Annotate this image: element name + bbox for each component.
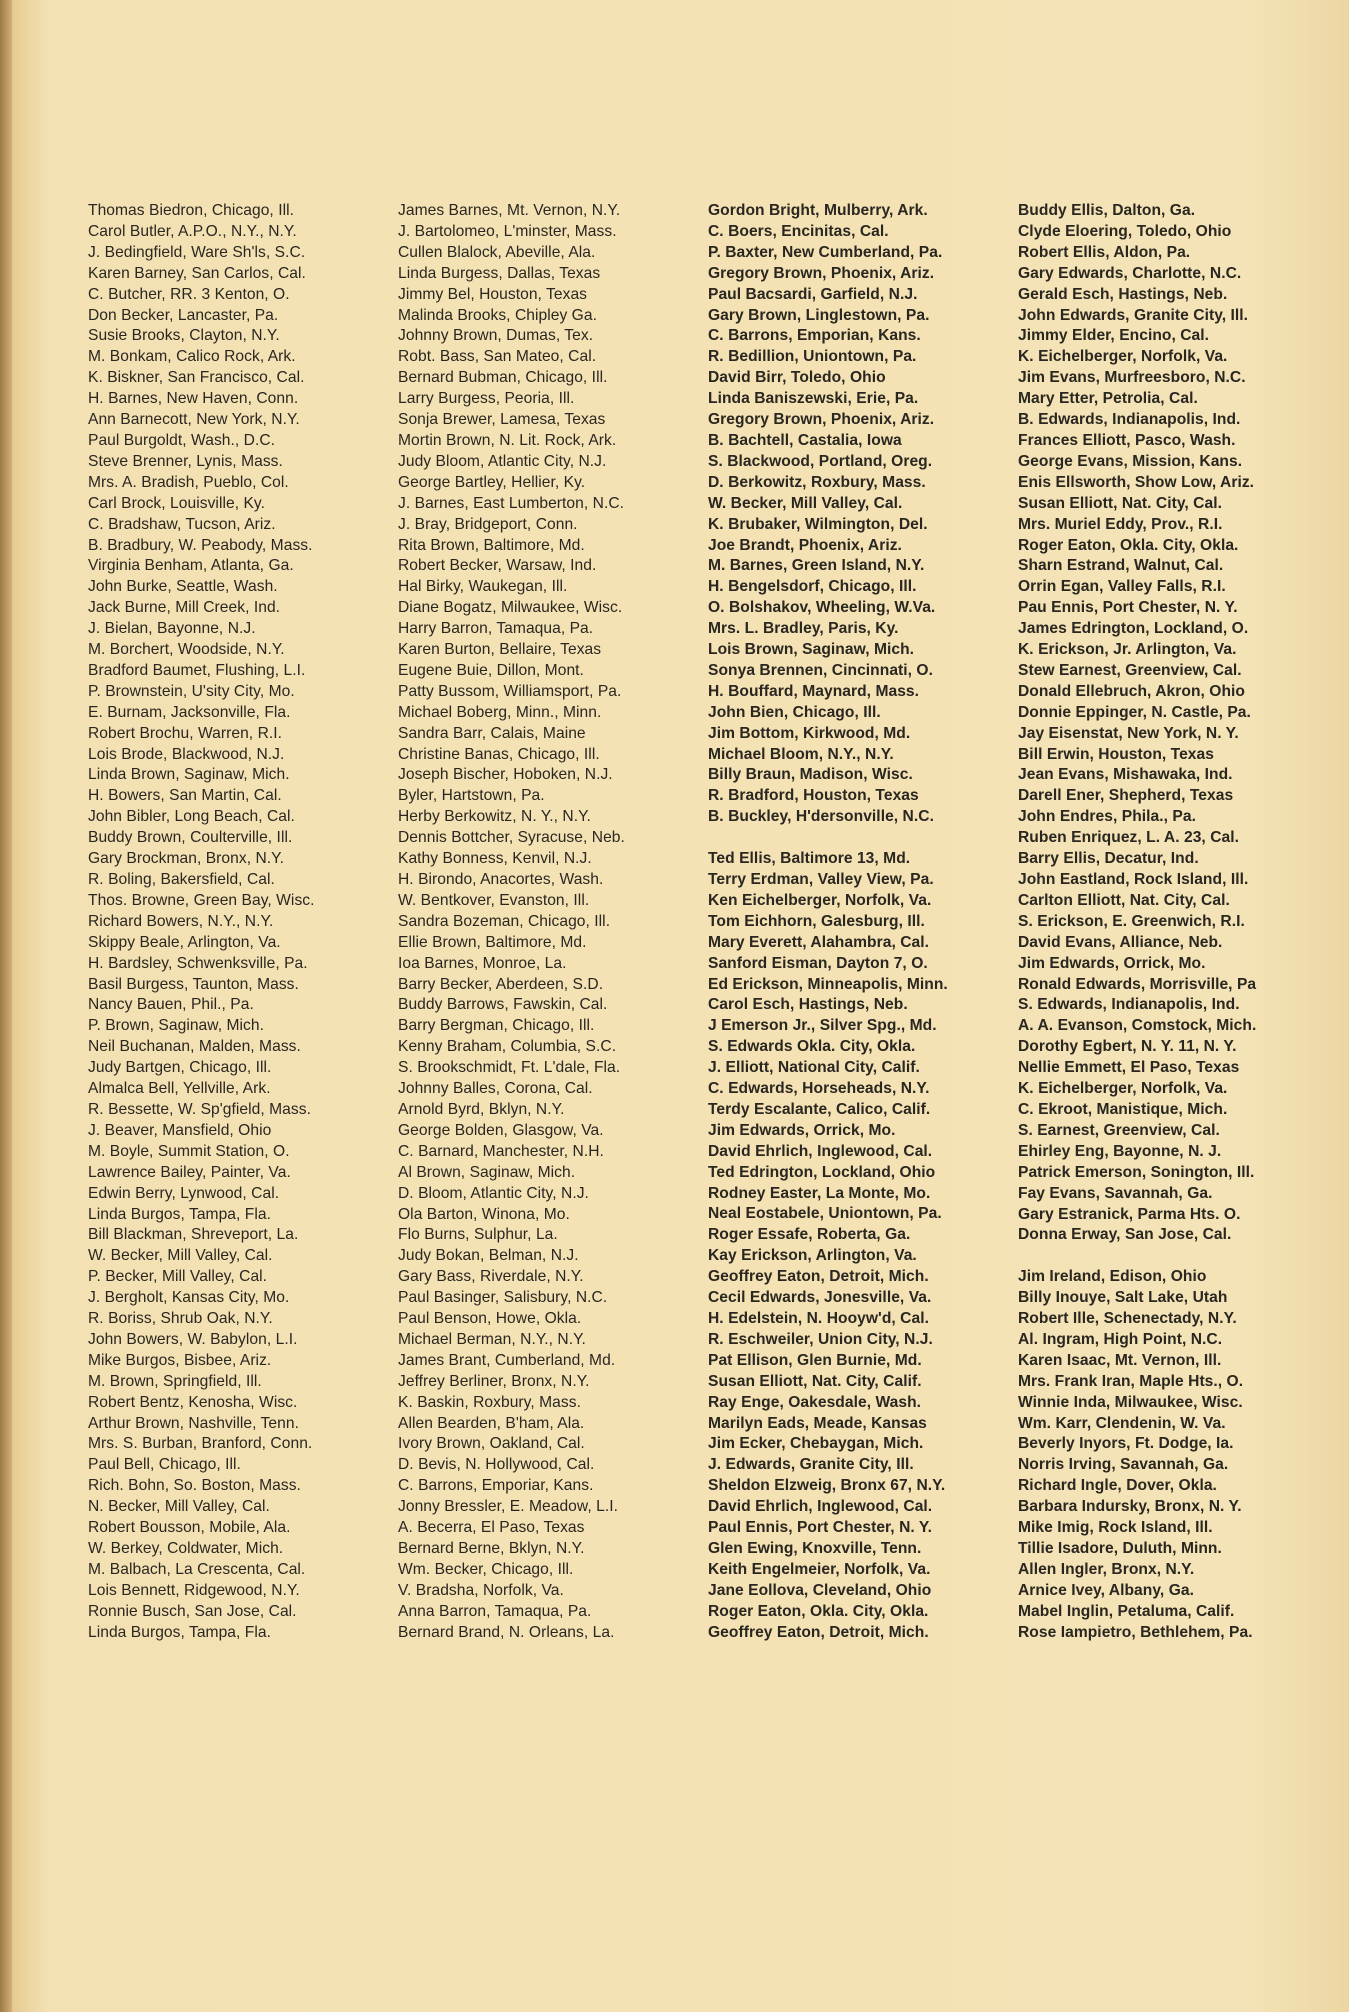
list-item: S. Blackwood, Portland, Oreg. <box>708 452 933 470</box>
list-item: Johnny Balles, Corona, Cal. <box>398 1080 593 1098</box>
list-item: George Bolden, Glasgow, Va. <box>398 1121 604 1139</box>
list-item: Winnie Inda, Milwaukee, Wisc. <box>1018 1393 1243 1411</box>
list-item: Mrs. Muriel Eddy, Prov., R.I. <box>1018 515 1223 533</box>
list-item: Buddy Barrows, Fawskin, Cal. <box>398 996 608 1014</box>
list-item: Linda Baniszewski, Erie, Pa. <box>708 390 919 408</box>
list-item: Robert Bentz, Kenosha, Wisc. <box>88 1393 298 1411</box>
list-item: Michael Bloom, N.Y., N.Y. <box>708 745 894 763</box>
list-item: Bernard Berne, Bklyn, N.Y. <box>398 1540 585 1557</box>
list-item: V. Bradsha, Norfolk, Va. <box>398 1581 564 1599</box>
list-item: Ann Barnecott, New York, N.Y. <box>88 411 300 429</box>
list-item: Rose Iampietro, Bethlehem, Pa. <box>1018 1623 1253 1641</box>
list-item: Jim Bottom, Kirkwood, Md. <box>708 724 911 742</box>
list-item: O. Bolshakov, Wheeling, W.Va. <box>708 599 936 617</box>
list-item: Sharn Estrand, Walnut, Cal. <box>1018 557 1224 575</box>
list-item: C. Barnard, Manchester, N.H. <box>398 1142 604 1160</box>
list-item: Malinda Brooks, Chipley Ga. <box>398 306 597 324</box>
list-item: Thomas Biedron, Chicago, Ill. <box>88 202 294 219</box>
list-item: Roger Eaton, Okla. City, Okla. <box>1018 536 1239 554</box>
list-item: Carl Brock, Louisville, Ky. <box>88 494 265 512</box>
list-item: Christine Banas, Chicago, Ill. <box>398 745 600 763</box>
list-item: Keith Engelmeier, Norfolk, Va. <box>708 1560 931 1578</box>
list-item: Barry Bergman, Chicago, Ill. <box>398 1017 595 1035</box>
list-item: Al. Ingram, High Point, N.C. <box>1018 1330 1223 1348</box>
list-item: Ivory Brown, Oakland, Cal. <box>398 1435 585 1453</box>
column-1 <box>88 201 388 1644</box>
list-item: Paul Bell, Chicago, Ill. <box>88 1456 241 1474</box>
list-item: Diane Bogatz, Milwaukee, Wisc. <box>398 599 623 617</box>
list-item: Gregory Brown, Phoenix, Ariz. <box>708 264 935 282</box>
list-item: Judy Bloom, Atlantic City, N.J. <box>398 452 607 470</box>
binding-edge <box>0 0 12 2012</box>
list-item: James Brant, Cumberland, Md. <box>398 1351 616 1369</box>
list-item: H. Bengelsdorf, Chicago, Ill. <box>708 578 917 596</box>
list-item: Wm. Karr, Clendenin, W. Va. <box>1018 1414 1226 1432</box>
list-item: Jack Burne, Mill Creek, Ind. <box>88 599 281 617</box>
list-item: J. Bergholt, Kansas City, Mo. <box>88 1289 290 1307</box>
list-item: Paul Basinger, Salisbury, N.C. <box>398 1289 608 1307</box>
list-item: K. Baskin, Roxbury, Mass. <box>398 1393 581 1411</box>
list-item: Jonny Bressler, E. Meadow, L.I. <box>398 1498 618 1516</box>
list-item: Mrs. Frank Iran, Maple Hts., O. <box>1018 1372 1244 1390</box>
list-item: Robert Becker, Warsaw, Ind. <box>398 557 597 575</box>
list-item: Hal Birky, Waukegan, Ill. <box>398 578 568 596</box>
list-item: Paul Benson, Howe, Okla. <box>398 1310 582 1328</box>
list-item: R. Bessette, W. Sp'gfield, Mass. <box>88 1100 311 1118</box>
list-item: B. Buckley, H'dersonville, N.C. <box>708 808 934 826</box>
list-item: Bernard Bubman, Chicago, Ill. <box>398 369 608 387</box>
list-item: K. Brubaker, Wilmington, Del. <box>708 515 928 533</box>
list-item: J. Barnes, East Lumberton, N.C. <box>398 494 625 512</box>
list-item: K. Eichelberger, Norfolk, Va. <box>1018 1080 1228 1098</box>
list-item: Gary Brown, Linglestown, Pa. <box>708 306 930 324</box>
list-item: George Evans, Mission, Kans. <box>1018 452 1243 470</box>
list-item: Donald Ellebruch, Akron, Ohio <box>1018 682 1245 700</box>
list-item: Sonya Brennen, Cincinnati, O. <box>708 661 933 679</box>
list-item: Sheldon Elzweig, Bronx 67, N.Y. <box>708 1477 946 1495</box>
list-item: Richard Bowers, N.Y., N.Y. <box>88 912 274 930</box>
list-item: M. Brown, Springfield, Ill. <box>88 1372 262 1390</box>
list-item: Wm. Becker, Chicago, Ill. <box>398 1560 574 1578</box>
list-item: Linda Burgos, Tampa, Fla. <box>88 1623 271 1641</box>
list-item: B. Edwards, Indianapolis, Ind. <box>1018 411 1241 429</box>
list-item: Mike Burgos, Bisbee, Ariz. <box>88 1351 272 1369</box>
list-item: Stew Earnest, Greenview, Cal. <box>1018 661 1242 679</box>
list-item: Harry Barron, Tamaqua, Pa. <box>398 620 594 638</box>
list-item: Kathy Bonness, Kenvil, N.J. <box>398 850 592 868</box>
list-item: Billy Inouye, Salt Lake, Utah <box>1018 1289 1228 1307</box>
list-item: John Bowers, W. Babylon, L.I. <box>88 1330 298 1348</box>
list-item: M. Balbach, La Crescenta, Cal. <box>88 1560 306 1578</box>
list-item: John Eastland, Rock Island, Ill. <box>1018 871 1249 888</box>
list-item: Richard Ingle, Dover, Okla. <box>1018 1477 1217 1495</box>
list-item: Carol Butler, A.P.O., N.Y., N.Y. <box>88 222 297 240</box>
list-item: Linda Burgos, Tampa, Fla. <box>88 1205 271 1223</box>
list-item: Judy Bokan, Belman, N.J. <box>398 1247 579 1265</box>
list-item: Geoffrey Eaton, Detroit, Mich. <box>708 1623 929 1641</box>
list-item: Geoffrey Eaton, Detroit, Mich. <box>708 1268 929 1286</box>
list-item: Cecil Edwards, Jonesville, Va. <box>708 1289 932 1307</box>
list-item: John Bibler, Long Beach, Cal. <box>88 808 295 826</box>
list-item: H. Bardsley, Schwenksville, Pa. <box>88 954 308 972</box>
list-item: Buddy Ellis, Dalton, Ga. <box>1018 202 1196 219</box>
list-item: Rich. Bohn, So. Boston, Mass. <box>88 1477 301 1495</box>
list-item: Jim Edwards, Orrick, Mo. <box>1018 954 1206 972</box>
list-item: Bernard Brand, N. Orleans, La. <box>398 1623 615 1641</box>
list-item: Frances Elliott, Pasco, Wash. <box>1018 431 1236 449</box>
list-item: D. Bloom, Atlantic City, N.J. <box>398 1184 589 1202</box>
list-item: Nancy Bauen, Phil., Pa. <box>88 996 254 1014</box>
list-item: Ehirley Eng, Bayonne, N. J. <box>1018 1142 1222 1160</box>
list-item: David Evans, Alliance, Neb. <box>1018 933 1223 951</box>
list-item: Michael Boberg, Minn., Minn. <box>398 703 602 721</box>
list-item: C. Edwards, Horseheads, N.Y. <box>708 1080 930 1098</box>
list-item: Mrs. S. Burban, Branford, Conn. <box>88 1435 313 1453</box>
list-item: Sonja Brewer, Lamesa, Texas <box>398 411 606 429</box>
list-item: R. Bedillion, Uniontown, Pa. <box>708 348 917 366</box>
list-item: Robert Ellis, Aldon, Pa. <box>1018 243 1191 261</box>
list-item: Byler, Hartstown, Pa. <box>398 787 545 805</box>
list-item: B. Bradbury, W. Peabody, Mass. <box>88 536 313 554</box>
list-item: M. Boyle, Summit Station, O. <box>88 1142 290 1160</box>
name-list-columns <box>88 201 1318 1644</box>
list-item: C. Bradshaw, Tucson, Ariz. <box>88 515 276 533</box>
list-item: Michael Berman, N.Y., N.Y. <box>398 1330 586 1348</box>
list-item: Virginia Benham, Atlanta, Ga. <box>88 557 294 575</box>
list-item: Ruben Enriquez, L. A. 23, Cal. <box>1018 829 1239 847</box>
list-item: Gregory Brown, Phoenix, Ariz. <box>708 411 935 429</box>
list-item: J. Bedingfield, Ware Sh'ls, S.C. <box>88 243 306 261</box>
list-item: J. Beaver, Mansfield, Ohio <box>88 1121 272 1139</box>
list-item: Allen Bearden, B'ham, Ala. <box>398 1414 585 1432</box>
list-item: Robert Brochu, Warren, R.I. <box>88 724 283 742</box>
list-item: J Emerson Jr., Silver Spg., Md. <box>708 1017 937 1035</box>
list-item: Gary Edwards, Charlotte, N.C. <box>1018 264 1242 282</box>
list-item: D. Bevis, N. Hollywood, Cal. <box>398 1456 595 1474</box>
list-item: M. Bonkam, Calico Rock, Ark. <box>88 348 296 366</box>
list-item: Allen Ingler, Bronx, N.Y. <box>1018 1560 1195 1578</box>
list-item: J. Elliott, National City, Calif. <box>708 1059 920 1077</box>
list-item: Ronnie Busch, San Jose, Cal. <box>88 1602 297 1620</box>
list-item: Ray Enge, Oakesdale, Wash. <box>708 1393 922 1411</box>
list-item: Kenny Braham, Columbia, S.C. <box>398 1038 617 1056</box>
list-item: K. Biskner, San Francisco, Cal. <box>88 369 305 387</box>
list-item: C. Barrons, Emporiar, Kans. <box>398 1477 594 1495</box>
list-item: Carlton Elliott, Nat. City, Cal. <box>1018 891 1230 909</box>
list-item: Rodney Easter, La Monte, Mo. <box>708 1184 931 1202</box>
list-item: George Bartley, Hellier, Ky. <box>398 473 586 491</box>
list-item: W. Becker, Mill Valley, Cal. <box>708 494 903 512</box>
list-item: Herby Berkowitz, N. Y., N.Y. <box>398 808 591 826</box>
list-item: C. Ekroot, Manistique, Mich. <box>1018 1100 1228 1118</box>
list-item: David Birr, Toledo, Ohio <box>708 369 886 387</box>
list-item: Jean Evans, Mishawaka, Ind. <box>1018 766 1233 784</box>
list-item: C. Butcher, RR. 3 Kenton, O. <box>88 285 290 303</box>
list-item: Arnold Byrd, Bklyn, N.Y. <box>398 1100 565 1118</box>
list-item: Terry Erdman, Valley View, Pa. <box>708 870 934 888</box>
list-item: Ioa Barnes, Monroe, La. <box>398 954 567 972</box>
list-item: P. Becker, Mill Valley, Cal. <box>88 1268 268 1286</box>
list-item: Ola Barton, Winona, Mo. <box>398 1205 570 1223</box>
list-item: P. Brownstein, U'sity City, Mo. <box>88 682 295 700</box>
list-item: R. Eschweiler, Union City, N.J. <box>708 1330 933 1348</box>
list-item: M. Barnes, Green Island, N.Y. <box>708 557 925 575</box>
list-item: Buddy Brown, Coulterville, Ill. <box>88 829 293 847</box>
list-item: Bill Erwin, Houston, Texas <box>1018 745 1214 763</box>
column-4 <box>1018 201 1318 1644</box>
list-item: Jim Ecker, Chebaygan, Mich. <box>708 1435 924 1453</box>
list-item: Bill Blackman, Shreveport, La. <box>88 1226 299 1244</box>
list-item: Ronald Edwards, Morrisville, Pa <box>1018 975 1257 993</box>
list-item: R. Bradford, Houston, Texas <box>708 787 919 805</box>
list-item: Ed Erickson, Minneapolis, Minn. <box>708 975 948 993</box>
list-item: Mike Imig, Rock Island, Ill. <box>1018 1519 1213 1537</box>
list-item: Lois Brown, Saginaw, Mich. <box>708 641 915 659</box>
list-item: Orrin Egan, Valley Falls, R.I. <box>1018 578 1226 596</box>
list-item: Nellie Emmett, El Paso, Texas <box>1018 1059 1240 1077</box>
list-item: Steve Brenner, Lynis, Mass. <box>88 452 283 470</box>
list-item: Almalca Bell, Yellville, Ark. <box>88 1080 271 1098</box>
list-item: Linda Brown, Saginaw, Mich. <box>88 766 290 784</box>
list-item: Patrick Emerson, Sonington, Ill. <box>1018 1163 1255 1181</box>
list-item: Barry Ellis, Decatur, Ind. <box>1018 850 1199 868</box>
list-item: Darell Ener, Shepherd, Texas <box>1018 787 1234 805</box>
list-item: Paul Burgoldt, Wash., D.C. <box>88 431 276 449</box>
list-item: W. Berkey, Coldwater, Mich. <box>88 1540 284 1557</box>
list-item: Dennis Bottcher, Syracuse, Neb. <box>398 829 625 847</box>
list-item: Gerald Esch, Hastings, Neb. <box>1018 285 1228 303</box>
list-item: W. Becker, Mill Valley, Cal. <box>88 1247 273 1265</box>
list-item: Clyde Eloering, Toledo, Ohio <box>1018 222 1232 240</box>
list-item: Gary Bass, Riverdale, N.Y. <box>398 1268 584 1286</box>
list-item: B. Bachtell, Castalia, Iowa <box>708 431 902 449</box>
list-item: Ken Eichelberger, Norfolk, Va. <box>708 891 932 909</box>
list-item: A. A. Evanson, Comstock, Mich. <box>1018 1017 1257 1035</box>
list-item: Mary Etter, Petrolia, Cal. <box>1018 390 1198 408</box>
list-item: H. Edelstein, N. Hooyw'd, Cal. <box>708 1310 929 1328</box>
list-item: Pat Ellison, Glen Burnie, Md. <box>708 1351 922 1369</box>
list-item: S. Edwards, Indianapolis, Ind. <box>1018 996 1240 1014</box>
list-item: Larry Burgess, Peoria, Ill. <box>398 390 575 408</box>
list-item: C. Barrons, Emporian, Kans. <box>708 327 921 345</box>
list-item: S. Earnest, Greenview, Cal. <box>1018 1121 1220 1139</box>
section-gap <box>708 828 1008 849</box>
list-item: Tillie Isadore, Duluth, Minn. <box>1018 1539 1222 1557</box>
column-2 <box>398 201 698 1644</box>
column-3 <box>708 201 1008 1644</box>
list-item: Sanford Eisman, Dayton 7, O. <box>708 954 928 972</box>
list-item: D. Berkowitz, Roxbury, Mass. <box>708 473 926 491</box>
list-item: Jane Eollova, Cleveland, Ohio <box>708 1581 932 1599</box>
list-item: H. Bowers, San Martin, Cal. <box>88 787 282 805</box>
list-item: Donna Erway, San Jose, Cal. <box>1018 1226 1232 1244</box>
list-item: Neil Buchanan, Malden, Mass. <box>88 1038 301 1056</box>
list-item: Paul Ennis, Port Chester, N. Y. <box>708 1519 932 1537</box>
list-item: Jim Ireland, Edison, Ohio <box>1018 1268 1207 1286</box>
list-item: K. Eichelberger, Norfolk, Va. <box>1018 348 1228 366</box>
list-item: A. Becerra, El Paso, Texas <box>398 1519 585 1537</box>
list-item: Cullen Blalock, Abeville, Ala. <box>398 243 596 261</box>
list-item: Robert Bousson, Mobile, Ala. <box>88 1519 291 1537</box>
list-item: Karen Burton, Bellaire, Texas <box>398 641 602 659</box>
list-item: Glen Ewing, Knoxville, Tenn. <box>708 1539 922 1557</box>
list-item: Jim Edwards, Orrick, Mo. <box>708 1121 896 1139</box>
list-item: Johnny Brown, Dumas, Tex. <box>398 327 594 345</box>
list-item: John Endres, Phila., Pa. <box>1018 808 1196 826</box>
list-item: H. Birondo, Anacortes, Wash. <box>398 871 604 888</box>
list-item: K. Erickson, Jr. Arlington, Va. <box>1018 641 1237 659</box>
list-item: Susie Brooks, Clayton, N.Y. <box>88 327 280 345</box>
list-item: Pau Ennis, Port Chester, N. Y. <box>1018 599 1238 617</box>
list-item: N. Becker, Mill Valley, Cal. <box>88 1498 270 1516</box>
list-item: Kay Erickson, Arlington, Va. <box>708 1247 917 1265</box>
list-item: S. Erickson, E. Greenwich, R.I. <box>1018 912 1245 930</box>
list-item: Joe Brandt, Phoenix, Ariz. <box>708 536 902 554</box>
list-item: Al Brown, Saginaw, Mich. <box>398 1163 576 1181</box>
list-item: H. Barnes, New Haven, Conn. <box>88 390 299 408</box>
list-item: Jimmy Bel, Houston, Texas <box>398 285 588 303</box>
list-item: Mabel Inglin, Petaluma, Calif. <box>1018 1602 1235 1620</box>
list-item: John Burke, Seattle, Wash. <box>88 578 278 596</box>
list-item: Mary Everett, Alahambra, Cal. <box>708 933 930 951</box>
list-item: Sandra Bozeman, Chicago, Ill. <box>398 912 611 930</box>
list-item: Dorothy Egbert, N. Y. 11, N. Y. <box>1018 1038 1237 1056</box>
list-item: Ted Ellis, Baltimore 13, Md. <box>708 850 911 868</box>
list-item: David Ehrlich, Inglewood, Cal. <box>708 1142 933 1160</box>
list-item: Gordon Bright, Mulberry, Ark. <box>708 202 928 219</box>
list-item: Lois Brode, Blackwood, N.J. <box>88 745 285 763</box>
list-item: Barry Becker, Aberdeen, S.D. <box>398 975 604 993</box>
list-item: Jeffrey Berliner, Bronx, N.Y. <box>398 1372 590 1390</box>
list-item: Flo Burns, Sulphur, La. <box>398 1226 558 1244</box>
list-item: Tom Eichhorn, Galesburg, Ill. <box>708 912 925 930</box>
list-item: Gary Brockman, Bronx, N.Y. <box>88 850 284 868</box>
list-item: Joseph Bischer, Hoboken, N.J. <box>398 766 613 784</box>
list-item: Mrs. A. Bradish, Pueblo, Col. <box>88 473 289 491</box>
list-item: Susan Elliott, Nat. City, Cal. <box>1018 494 1222 512</box>
list-item: J. Bartolomeo, L'minster, Mass. <box>398 222 617 240</box>
list-item: Skippy Beale, Arlington, Va. <box>88 933 281 951</box>
list-item: P. Baxter, New Cumberland, Pa. <box>708 243 943 261</box>
list-item: Judy Bartgen, Chicago, Ill. <box>88 1059 272 1077</box>
list-item: Jimmy Elder, Encino, Cal. <box>1018 327 1210 345</box>
list-item: Roger Eaton, Okla. City, Okla. <box>708 1602 929 1620</box>
list-item: Enis Ellsworth, Show Low, Ariz. <box>1018 473 1255 491</box>
list-item: Paul Bacsardi, Garfield, N.J. <box>708 285 918 303</box>
list-item: W. Bentkover, Evanston, Ill. <box>398 891 590 909</box>
list-item: H. Bouffard, Maynard, Mass. <box>708 682 920 700</box>
list-item: Susan Elliott, Nat. City, Calif. <box>708 1372 922 1390</box>
list-item: J. Bielan, Bayonne, N.J. <box>88 620 256 638</box>
list-item: Mrs. L. Bradley, Paris, Ky. <box>708 620 899 638</box>
list-item: Marilyn Eads, Meade, Kansas <box>708 1414 927 1432</box>
list-item: Don Becker, Lancaster, Pa. <box>88 306 279 324</box>
list-item: R. Boling, Bakersfield, Cal. <box>88 871 275 888</box>
list-item: Thos. Browne, Green Bay, Wisc. <box>88 891 315 909</box>
list-item: Billy Braun, Madison, Wisc. <box>708 766 913 784</box>
list-item: John Bien, Chicago, Ill. <box>708 703 881 721</box>
list-item: James Edrington, Lockland, O. <box>1018 620 1249 638</box>
list-item: R. Boriss, Shrub Oak, N.Y. <box>88 1310 273 1328</box>
list-item: Jay Eisenstat, New York, N. Y. <box>1018 724 1239 742</box>
list-item: M. Borchert, Woodside, N.Y. <box>88 641 285 659</box>
list-item: Mortin Brown, N. Lit. Rock, Ark. <box>398 431 617 449</box>
list-item: Ellie Brown, Baltimore, Md. <box>398 933 587 951</box>
list-item: Linda Burgess, Dallas, Texas <box>398 264 601 282</box>
list-item: Eugene Buie, Dillon, Mont. <box>398 661 584 679</box>
list-item: Jim Evans, Murfreesboro, N.C. <box>1018 369 1246 387</box>
list-item: James Barnes, Mt. Vernon, N.Y. <box>398 202 621 219</box>
list-item: C. Boers, Encinitas, Cal. <box>708 222 889 240</box>
list-item: Lawrence Bailey, Painter, Va. <box>88 1163 291 1181</box>
list-item: Norris Irving, Savannah, Ga. <box>1018 1456 1229 1474</box>
section-gap <box>1018 1246 1318 1267</box>
list-item: E. Burnam, Jacksonville, Fla. <box>88 703 291 721</box>
list-item: Neal Eostabele, Uniontown, Pa. <box>708 1205 942 1223</box>
list-item: Robert Ille, Schenectady, N.Y. <box>1018 1310 1237 1328</box>
list-item: Sandra Barr, Calais, Maine <box>398 724 586 742</box>
list-item: Anna Barron, Tamaqua, Pa. <box>398 1602 592 1620</box>
list-item: Robt. Bass, San Mateo, Cal. <box>398 348 597 366</box>
list-item: P. Brown, Saginaw, Mich. <box>88 1017 264 1035</box>
list-item: Donnie Eppinger, N. Castle, Pa. <box>1018 703 1251 721</box>
list-item: Arthur Brown, Nashville, Tenn. <box>88 1414 299 1432</box>
list-item: Edwin Berry, Lynwood, Cal. <box>88 1184 280 1202</box>
list-item: Patty Bussom, Williamsport, Pa. <box>398 682 622 700</box>
list-item: Arnice Ivey, Albany, Ga. <box>1018 1581 1194 1599</box>
list-item: Karen Isaac, Mt. Vernon, Ill. <box>1018 1351 1222 1369</box>
list-item: John Edwards, Granite City, Ill. <box>1018 306 1249 324</box>
list-item: Basil Burgess, Taunton, Mass. <box>88 975 299 993</box>
list-item: Lois Bennett, Ridgewood, N.Y. <box>88 1581 300 1599</box>
list-item: Karen Barney, San Carlos, Cal. <box>88 264 306 282</box>
list-item: Beverly Inyors, Ft. Dodge, Ia. <box>1018 1435 1234 1453</box>
list-item: J. Bray, Bridgeport, Conn. <box>398 515 578 533</box>
list-item: Barbara Indursky, Bronx, N. Y. <box>1018 1498 1242 1516</box>
list-item: S. Brookschmidt, Ft. L'dale, Fla. <box>398 1059 621 1077</box>
list-item: Roger Essafe, Roberta, Ga. <box>708 1226 911 1244</box>
list-item: Gary Estranick, Parma Hts. O. <box>1018 1205 1241 1223</box>
list-item: Terdy Escalante, Calico, Calif. <box>708 1100 931 1118</box>
list-item: David Ehrlich, Inglewood, Cal. <box>708 1498 933 1516</box>
list-item: Bradford Baumet, Flushing, L.I. <box>88 661 306 679</box>
list-item: S. Edwards Okla. City, Okla. <box>708 1038 916 1056</box>
list-item: Fay Evans, Savannah, Ga. <box>1018 1184 1213 1202</box>
list-item: Rita Brown, Baltimore, Md. <box>398 536 585 554</box>
list-item: Carol Esch, Hastings, Neb. <box>708 996 908 1014</box>
list-item: Ted Edrington, Lockland, Ohio <box>708 1163 936 1181</box>
list-item: J. Edwards, Granite City, Ill. <box>708 1456 914 1474</box>
